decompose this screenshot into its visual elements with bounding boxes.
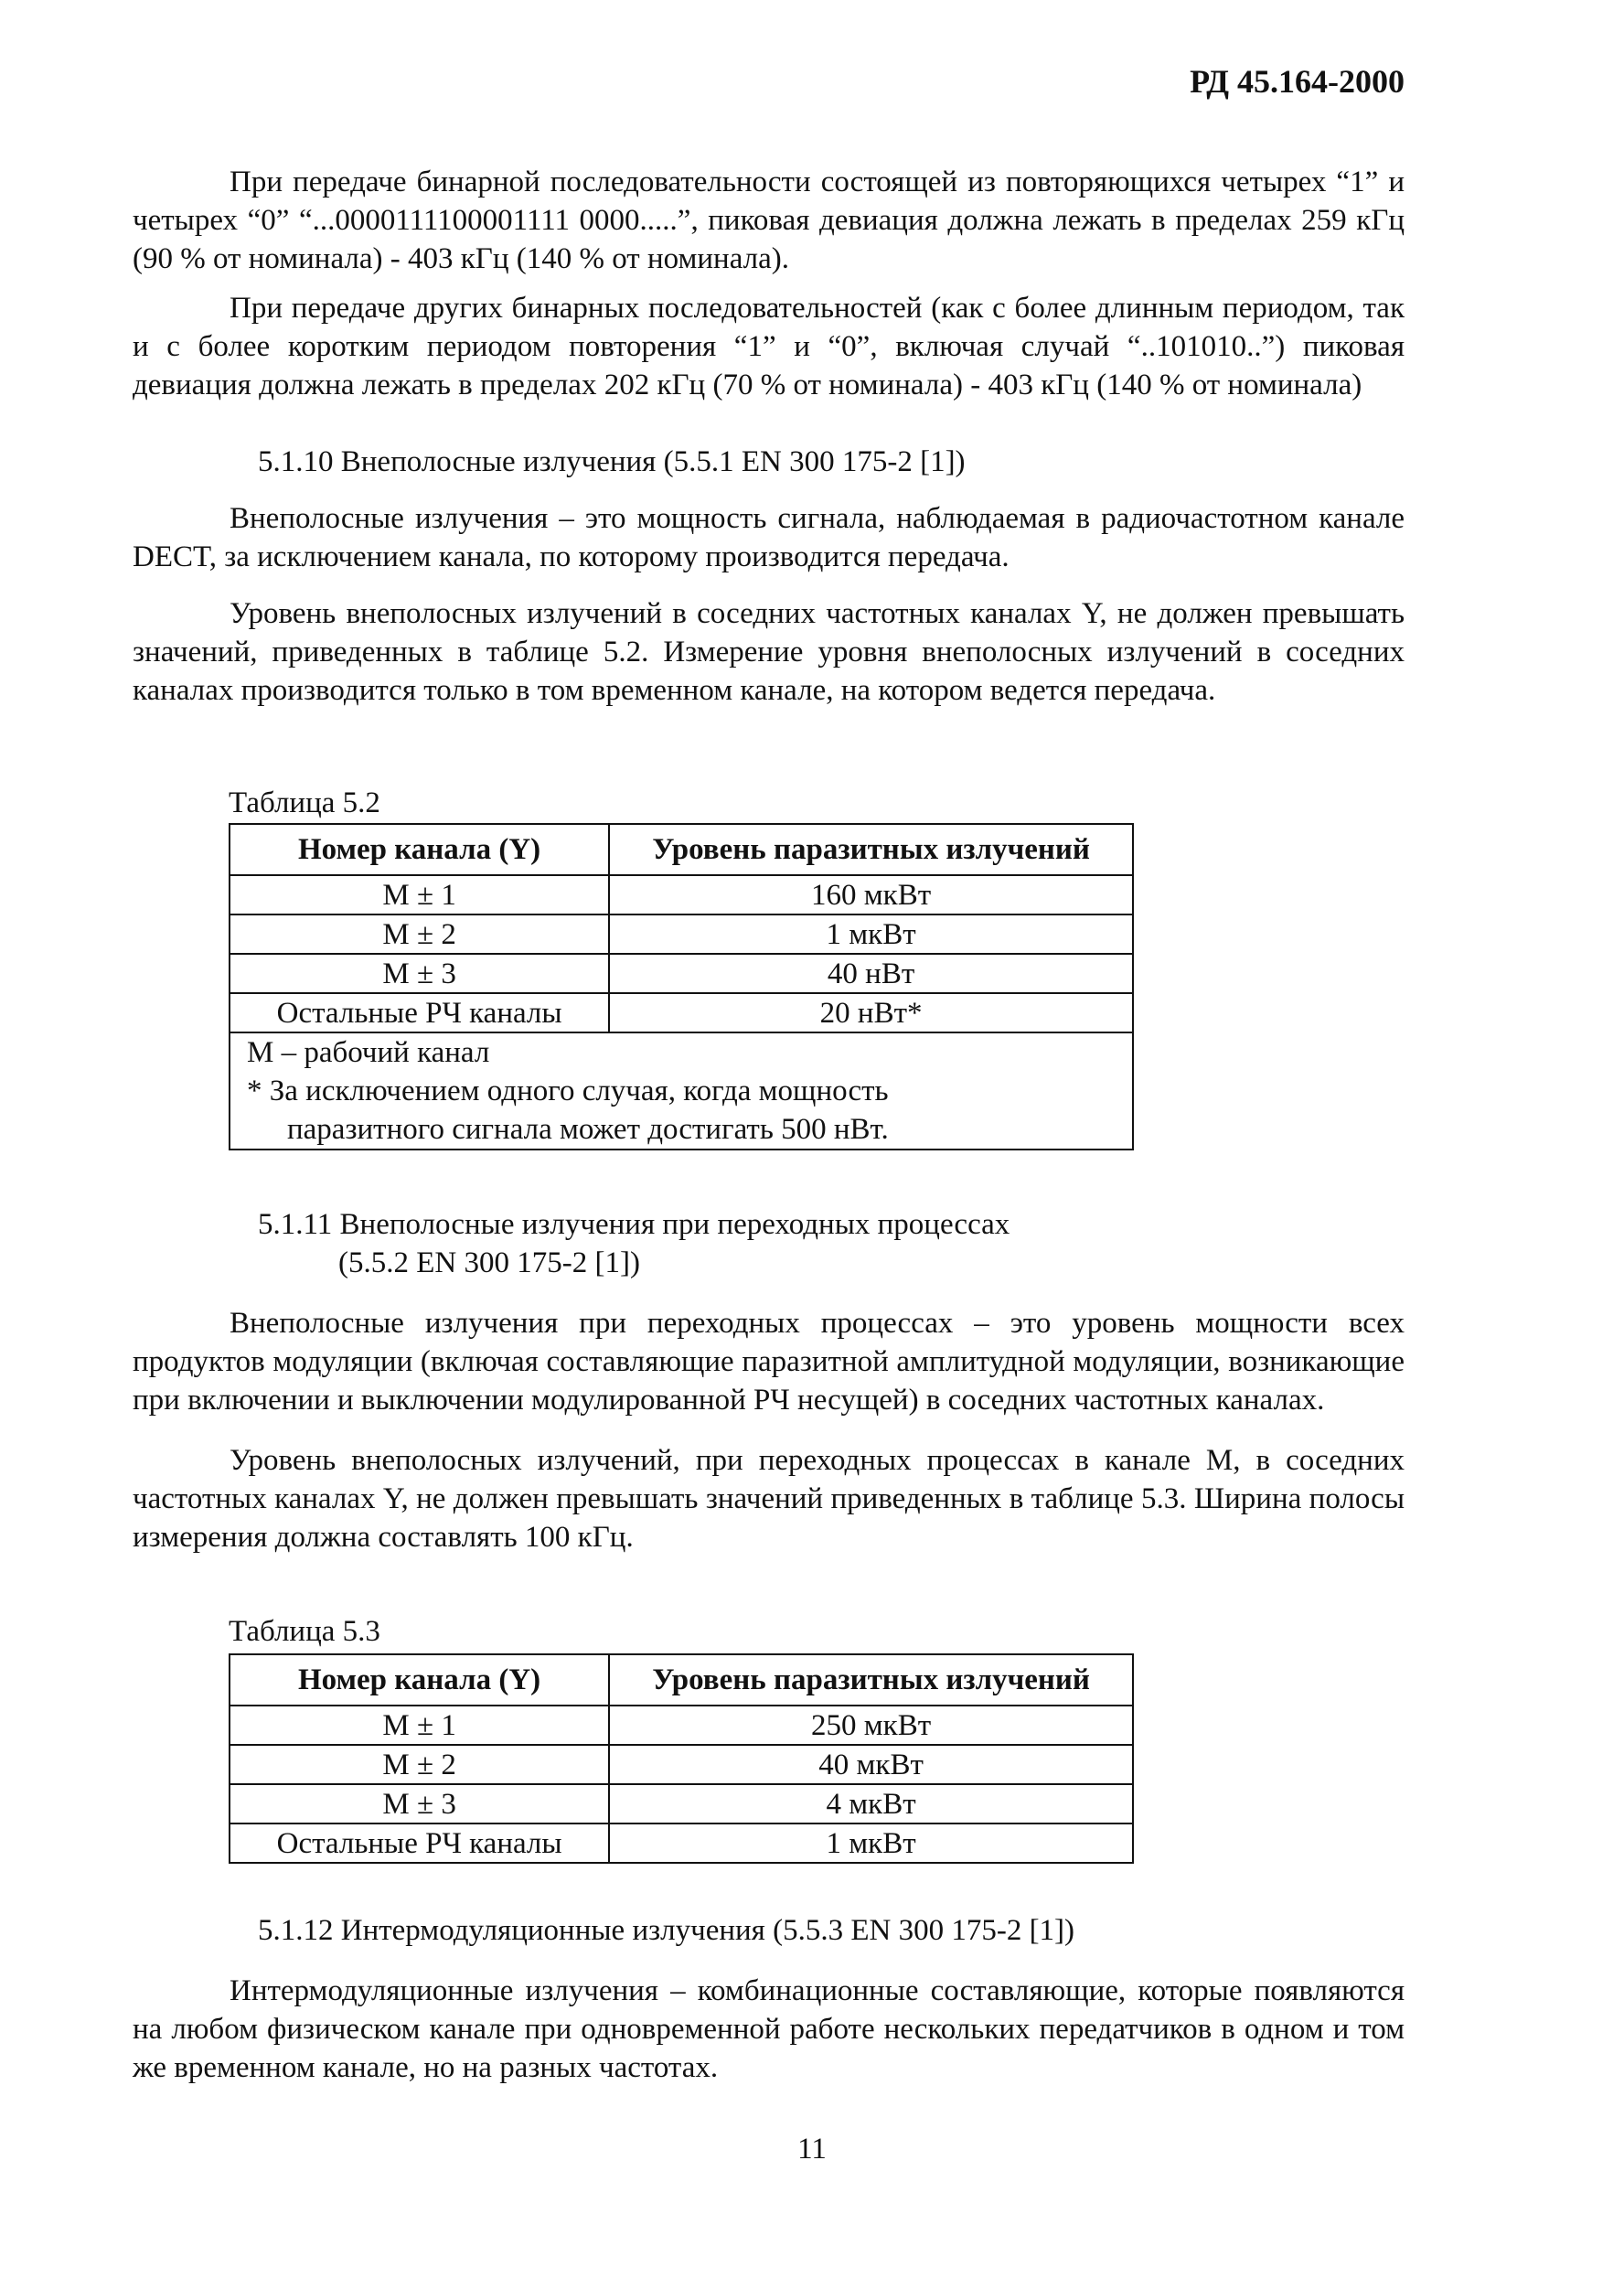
document-id: РД 45.164-2000 [1190,63,1405,100]
paragraph-binary-sequence: При передаче бинарной последовательности состоящей из повторяющихся четырех “1” и четырех “0” “...0000111100001111 0000.....”, пиковая девиация должна лежать в пределах 259 кГц (90 % от номинала) - 403 кГц (140 % от номинала). [133,166,1405,275]
text-block-middle [133,1205,1405,1556]
table-row [230,1706,1133,1745]
cell-level: 160 мкВт [609,875,1133,914]
cell-channel: Остальные РЧ каналы [230,1823,609,1863]
cell-channel: M ± 1 [230,1706,609,1745]
paragraph-out-of-band-definition: Внеполосные излучения – это мощность сигнала, наблюдаемая в радиочастотном канале DECT, за исключением канала, по которому производится передача. [133,502,1405,573]
cell-level: 20 нВт* [609,993,1133,1032]
cell-channel: Остальные РЧ каналы [230,993,609,1032]
table-row [230,954,1133,993]
table-header-row [230,824,1133,875]
text-block-bottom [133,1911,1405,2087]
table-header-row [230,1654,1133,1706]
text-block-top [133,163,1405,710]
paragraph-intermodulation-definition: Интермодуляционные излучения – комбинационные составляющие, которые появляются на любом физическом канале при одновременной работе нескольких передатчиков в одном и том же временном канале, но на разных частотах. [133,1974,1405,2084]
column-header-channel: Номер канала (Y) [230,824,609,875]
cell-level: 4 мкВт [609,1784,1133,1823]
column-header-level: Уровень паразитных излучений [609,1654,1133,1706]
table-notes [230,1032,1133,1150]
table-row [230,1745,1133,1784]
section-5-1-12-heading: 5.1.12 Интермодуляционные излучения (5.5.3 EN 300 175-2 [1]) [258,1914,1075,1947]
table-notes-row [230,1032,1133,1150]
table-5-3 [229,1653,1134,1864]
table-5-3-caption: Таблица 5.3 [229,1615,380,1648]
table-row [230,1823,1133,1863]
table-row [230,993,1133,1032]
note-exception: * За исключением одного случая, когда мощность [247,1075,889,1107]
table-row [230,1784,1133,1823]
paragraph-transient-definition: Внеполосные излучения при переходных процессах – это уровень мощности всех продуктов модуляции (включая составляющие паразитной амплитудной модуляции, возникающие при включении и выключении модулированной РЧ несущей) в соседних частотных каналах. [133,1307,1405,1417]
cell-channel: M ± 1 [230,875,609,914]
page-number: 11 [797,2133,827,2166]
section-5-1-11-reference: (5.5.2 EN 300 175-2 [1]) [338,1246,640,1279]
column-header-level: Уровень паразитных излучений [609,824,1133,875]
cell-level: 40 нВт [609,954,1133,993]
cell-level: 1 мкВт [609,914,1133,954]
cell-channel: M ± 3 [230,954,609,993]
table-5-2-caption: Таблица 5.2 [229,786,380,819]
column-header-channel: Номер канала (Y) [230,1654,609,1706]
table-row [230,914,1133,954]
table-5-2 [229,823,1134,1150]
note-working-channel: M – рабочий канал [247,1036,490,1069]
cell-channel: M ± 2 [230,1745,609,1784]
paragraph-out-of-band-level: Уровень внеполосных излучений в соседних частотных каналах Y, не должен превышать значений, приведенных в таблице 5.2. Измерение уровня внеполосных излучений в соседних каналах производится только в том временном канале, на котором ведется передача. [133,597,1405,707]
cell-level: 1 мкВт [609,1823,1133,1863]
paragraph-other-sequences: При передаче других бинарных последовательностей (как с более длинным периодом, так и с более коротким периодом повторения “1” и “0”, включая случай “..101010..”) пиковая девиация должна лежать в пределах 202 кГц (70 % от номинала) - 403 кГц (140 % от номинала) [133,292,1405,401]
cell-channel: M ± 3 [230,1784,609,1823]
cell-level: 250 мкВт [609,1706,1133,1745]
cell-level: 40 мкВт [609,1745,1133,1784]
section-5-1-11-title: 5.1.11 Внеполосные излучения при переходных процессах [258,1208,1010,1241]
table-row [230,875,1133,914]
section-5-1-10-heading: 5.1.10 Внеполосные излучения (5.5.1 EN 300 175-2 [1]) [258,445,966,478]
note-exception-continued: паразитного сигнала может достигать 500 нВт. [287,1113,889,1146]
paragraph-transient-level: Уровень внеполосных излучений, при переходных процессах в канале М, в соседних частотных каналах Y, не должен превышать значений приведенных в таблице 5.3. Ширина полосы измерения должна составлять 100 кГц. [133,1444,1405,1554]
section-5-1-11-heading [133,1205,1405,1282]
cell-channel: M ± 2 [230,914,609,954]
